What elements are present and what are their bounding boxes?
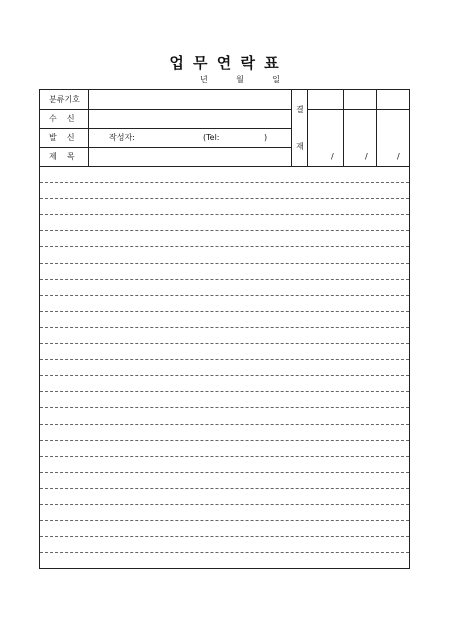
recipient-label: 수 신 [49, 114, 75, 123]
body-ruled-line [40, 263, 409, 264]
row-divider-3 [40, 147, 291, 148]
date-row [200, 74, 280, 85]
body-ruled-line [40, 488, 409, 489]
body-ruled-line [40, 343, 409, 344]
body-ruled-line [40, 359, 409, 360]
sender-label: 발 신 [49, 133, 75, 142]
approval-date-mark-2: / [365, 152, 368, 161]
approval-col-divider-2 [376, 90, 377, 166]
memo-form [39, 89, 410, 569]
body-ruled-line [40, 552, 409, 553]
body-ruled-line [40, 424, 409, 425]
tel-label: (Tel: [203, 133, 220, 142]
approval-col-divider-1 [343, 90, 344, 166]
approval-divider [307, 109, 409, 110]
row-divider-1 [40, 109, 291, 110]
date-month: 월 [236, 75, 244, 84]
body-ruled-line [40, 391, 409, 392]
label-column-divider [88, 90, 89, 166]
body-ruled-line [40, 375, 409, 376]
body-ruled-line [40, 214, 409, 215]
body-ruled-line [40, 246, 409, 247]
date-day: 일 [272, 75, 280, 84]
subject-label: 제 목 [49, 152, 75, 161]
approval-date-mark-3: / [397, 152, 400, 161]
body-ruled-line [40, 327, 409, 328]
approval-label-divider [307, 90, 308, 166]
body-ruled-line [40, 279, 409, 280]
body-ruled-line [40, 230, 409, 231]
body-ruled-line [40, 520, 409, 521]
body-ruled-line [40, 311, 409, 312]
classification-label: 분류기호 [49, 95, 80, 104]
memo-body[interactable] [40, 167, 409, 568]
tel-close: ) [264, 133, 268, 142]
body-ruled-line [40, 504, 409, 505]
body-ruled-line [40, 198, 409, 199]
body-ruled-line [40, 295, 409, 296]
approval-date-mark-1: / [331, 152, 334, 161]
body-ruled-line [40, 456, 409, 457]
document-title: 업 무 연 락 표 [169, 54, 281, 72]
author-label: 작성자: [109, 133, 135, 142]
row-divider-2 [40, 128, 291, 129]
approval-label-bottom: 재 [296, 142, 304, 151]
body-ruled-line [40, 536, 409, 537]
body-ruled-line [40, 472, 409, 473]
approval-left-border [291, 90, 292, 166]
body-ruled-line [40, 407, 409, 408]
approval-label-top: 결 [296, 105, 304, 114]
body-ruled-line [40, 440, 409, 441]
body-ruled-line [40, 182, 409, 183]
date-year: 년 [200, 75, 208, 84]
